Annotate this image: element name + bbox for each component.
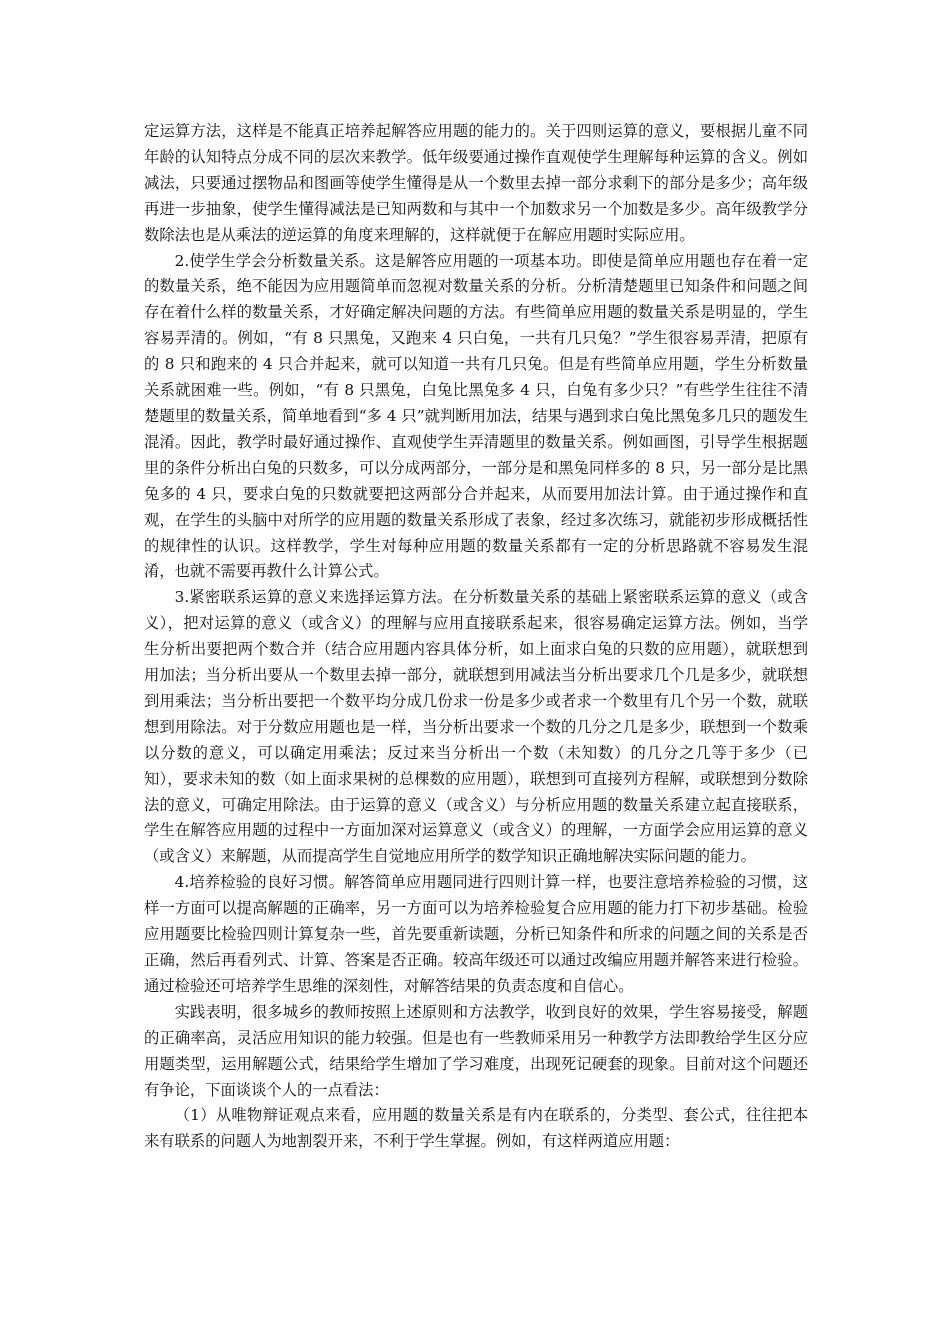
document-body — [144, 119, 808, 1155]
paragraph-view-1: （1）从唯物辩证观点来看，应用题的数量关系是有内在联系的，分类型、套公式，往往把本来有联系的问题人为地割裂开来，不利于学生掌握。例如，有这样两道应用题： — [144, 1106, 808, 1151]
paragraph-point-3: 3.紧密联系运算的意义来选择运算方法。在分析数量关系的基础上紧密联系运算的意义（或含义），把对运算的意义（或含义）的理解与应用直接联系起来，很容易确定运算方法。例如，当学生分析出要把两个数合并（结合应用题内容具体分析，如上面求白兔的只数的应用题），就联想到用加法；当分析出要从一个数里去掉一部分，就联想到用减法当分析出要求几个几是多少，就联想到用乘法；当分析出要把一个数平均分成几份求一份是多少或者求一个数里有几个另一个数，就联想到用除法。对于分数应用题也是一样，当分析出要求一个数的几分之几是多少，联想到一个数乘以分数的意义，可以确定用乘法；反过来当分析出一个数（未知数）的几分之几等于多少（已知），要求未知的数（如上面求果树的总棵数的应用题），联想到可直接列方程解，或联想到分数除法的意义，可确定用除法。由于运算的意义（或含义）与分析应用题的数量关系建立起直接联系，学生在解答应用题的过程中一方面加深对运算意义（或含义）的理解，一方面学会应用运算的意义（或含义）来解题，从而提高学生自觉地应用所学的数学知识正确地解决实际问题的能力。 — [144, 588, 808, 866]
paragraph-point-4: 4.培养检验的良好习惯。解答简单应用题同进行四则计算一样，也要注意培养检验的习惯，这样一方面可以提高解题的正确率，另一方面可以为培养检验复合应用题的能力打下初步基础。检验应用题要比检验四则计算复杂一些，首先要重新读题，分析已知条件和所求的问题之间的关系是否正确，然后再看列式、计算、答案是否正确。较高年级还可以通过改编应用题并解答来进行检验。通过检验还可培养学生思维的深刻性，对解答结果的负责态度和自信心。 — [144, 873, 808, 995]
paragraph-point-2: 2.使学生学会分析数量关系。这是解答应用题的一项基本功。即使是简单应用题也存在着一定的数量关系，绝不能因为应用题简单而忽视对数量关系的分析。分析清楚题里已知条件和问题之间存在着什么样的数量关系，才好确定解决问题的方法。有些简单应用题的数量关系是明显的，学生容易弄清的。例如，“有 8 只黑兔，又跑来 4 只白兔，一共有几只兔？”学生很容易弄清，把原有的 8 只和跑来的 4 只合并起来，就可以知道一共有几只兔。但是有些简单应用题，学生分析数量关系就困难一些。例如，“有 8 只黑兔，白兔比黑兔多 4 只，白兔有多少只？”有些学生往往不清楚题里的数量关系，简单地看到“多 4 只”就判断用加法，结果与遇到求白兔比黑兔多几只的题发生混淆。因此，教学时最好通过操作、直观使学生弄清题里的数量关系。例如画图，引导学生根据题里的条件分析出白兔的只数多，可以分成两部分，一部分是和黑兔同样多的 8 只，另一部分是比黑兔多的 4 只，要求白兔的只数就要把这两部分合并起来，从而要用加法计算。由于通过操作和直观，在学生的头脑中对所学的应用题的数量关系形成了表象，经过多次练习，就能初步形成概括性的规律性的认识。这样教学，学生对每种应用题的数量关系都有一定的分析思路就不容易发生混淆，也就不需要再教什么计算公式。 — [144, 251, 808, 581]
paragraph-continuation: 定运算方法，这样是不能真正培养起解答应用题的能力的。关于四则运算的意义，要根据儿童不同年龄的认知特点分成不同的层次来教学。低年级要通过操作直观使学生理解每种运算的含义。例如减法，只要通过摆物品和图画等使学生懂得是从一个数里去掉一部分求剩下的部分是多少；高年级再进一步抽象，使学生懂得减法是已知两数和与其中一个加数求另一个加数是多少。高年级教学分数除法也是从乘法的逆运算的角度来理解的，这样就便于在解应用题时实际应用。 — [144, 122, 808, 244]
paragraph-practice: 实践表明，很多城乡的教师按照上述原则和方法教学，收到良好的效果，学生容易接受，解题的正确率高，灵活应用知识的能力较强。但是也有一些教师采用另一种教学方法即教给学生区分应用题类型，运用解题公式，结果给学生增加了学习难度，出现死记硬套的现象。目前对这个问题还有争论，下面谈谈个人的一点看法： — [144, 1002, 808, 1099]
